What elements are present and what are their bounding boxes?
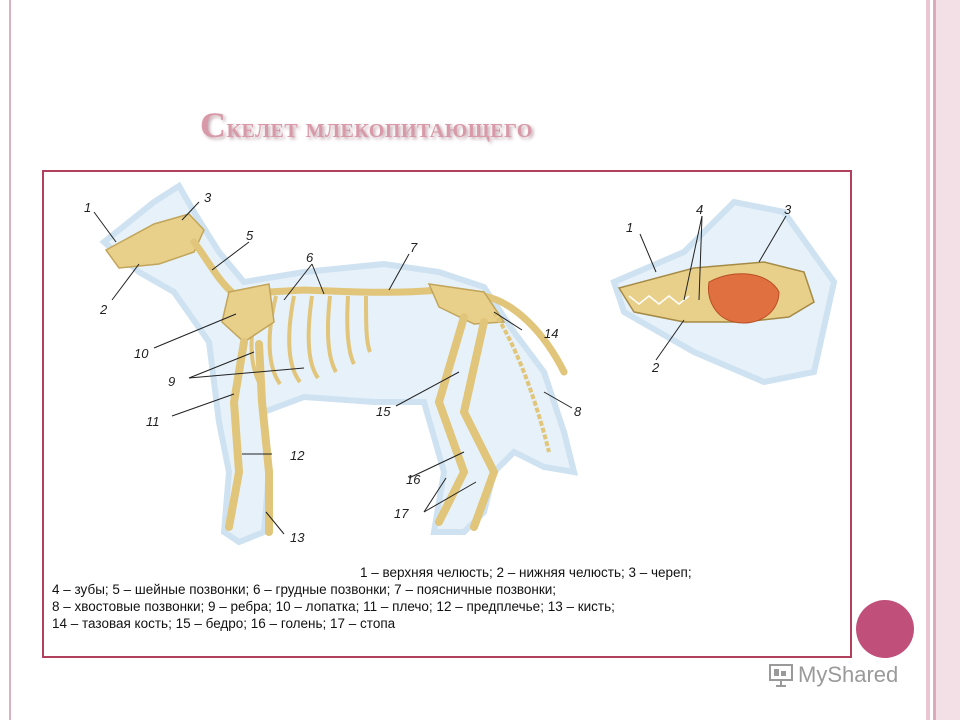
- legend-caption: [52, 564, 842, 632]
- label-9: 9: [168, 374, 176, 389]
- slide-frame-left: [9, 0, 11, 720]
- label-6: 6: [306, 250, 314, 265]
- caption-line-2: 4 – зубы; 5 – шейные позвонки; 6 – грудные позвонки; 7 – поясничные позвонки;: [52, 582, 557, 597]
- presentation-icon: [768, 662, 794, 688]
- label-10: 10: [134, 346, 149, 361]
- label-16: 16: [406, 472, 421, 487]
- logo-text: MyShared: [798, 662, 899, 687]
- skull-label-1: 1: [626, 220, 634, 235]
- label-5: 5: [246, 228, 254, 243]
- slide-frame-right: [920, 0, 960, 720]
- title-rest: келет млекопитающего: [226, 113, 533, 144]
- label-13: 13: [290, 530, 305, 545]
- caption-line-3: 8 – хвостовые позвонки; 9 – ребра; 10 – лопатка; 11 – плечо; 12 – предплечье; 13 – кисть;: [52, 599, 615, 614]
- label-17: 17: [394, 506, 409, 521]
- label-2: 2: [100, 302, 108, 317]
- slide-title: [200, 104, 800, 144]
- label-14: 14: [544, 326, 559, 341]
- skull-label-4: 4: [696, 202, 704, 217]
- skull-label-3: 3: [784, 202, 792, 217]
- label-15: 15: [376, 404, 391, 419]
- decorative-circle: [856, 600, 914, 658]
- caption-line-4: 14 – тазовая кость; 15 – бедро; 16 – голень; 17 – стопа: [52, 616, 396, 631]
- label-7: 7: [410, 240, 418, 255]
- skull-label-2: 2: [652, 360, 660, 375]
- myshared-logo[interactable]: [768, 660, 898, 690]
- label-8: 8: [574, 404, 582, 419]
- skeleton-figure: [42, 170, 852, 658]
- label-11: 11: [146, 414, 160, 429]
- caption-line-1: 1 – верхняя челюсть; 2 – нижняя челюсть; 3 – череп;: [360, 565, 692, 580]
- label-3: 3: [204, 190, 212, 205]
- title-initial: С: [200, 105, 227, 145]
- label-1: 1: [84, 200, 92, 215]
- label-12: 12: [290, 448, 305, 463]
